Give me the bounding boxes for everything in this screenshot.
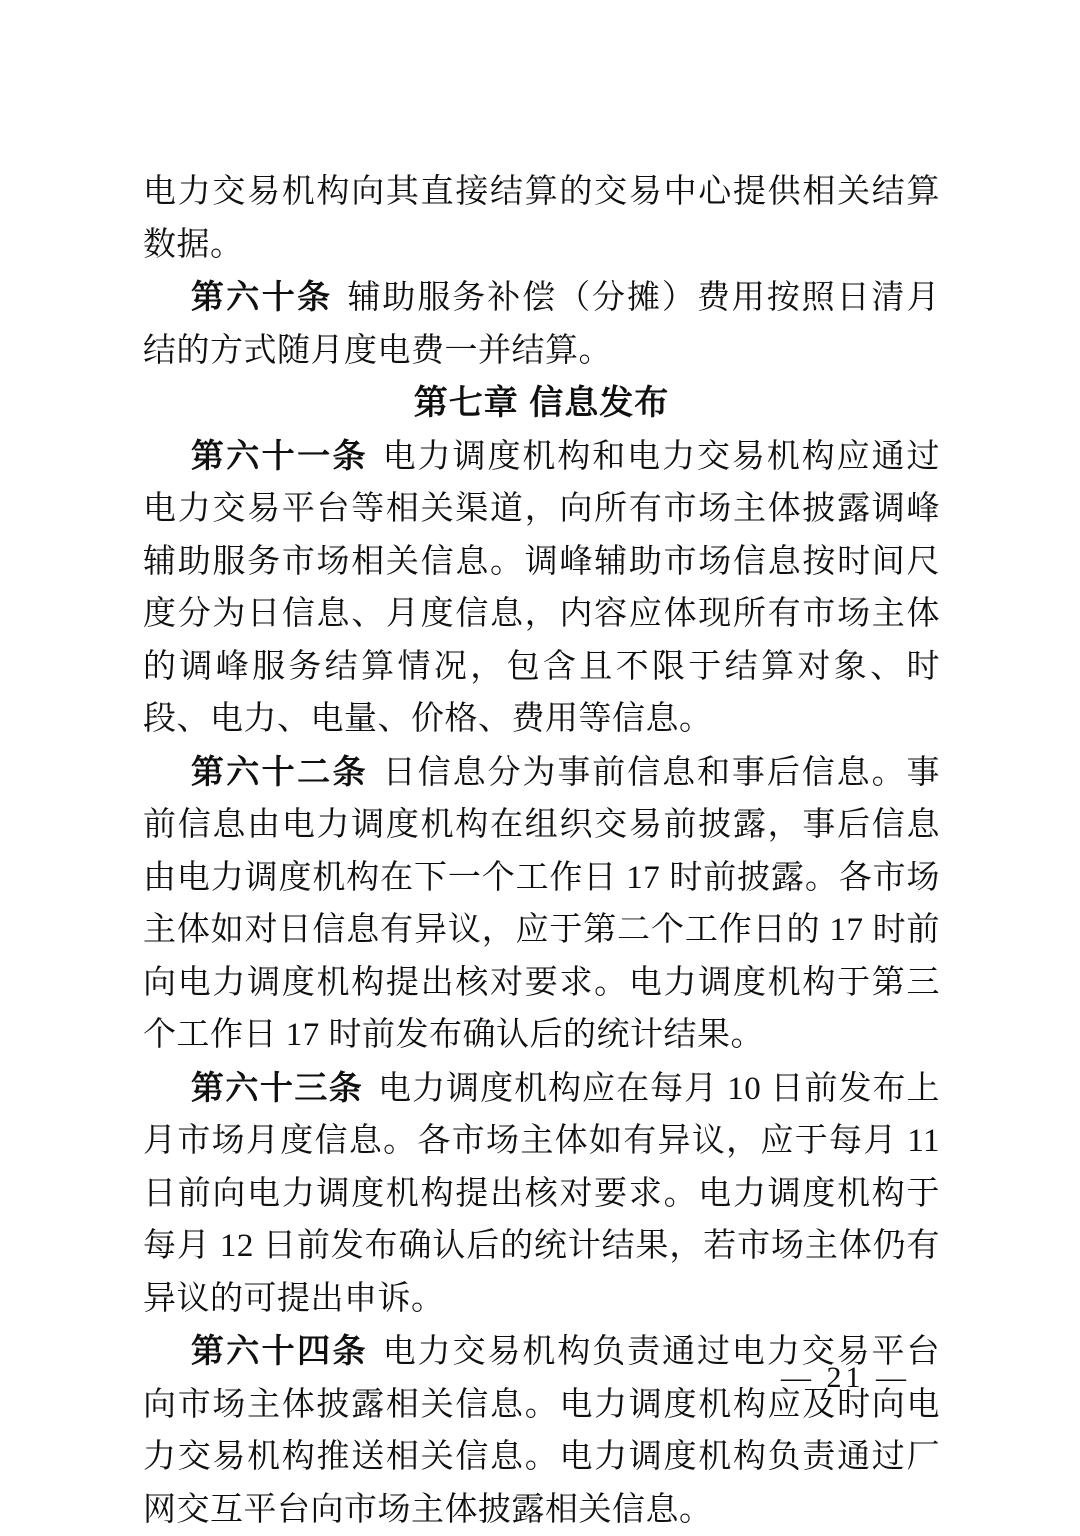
article-text-62: 日信息分为事前信息和事后信息。事前信息由电力调度机构在组织交易前披露，事后信息由电力调度机构在下一个工作日 17 时前披露。各市场主体如对日信息有异议，应于第二个工作日的 17 时前向电力调度机构提出核对要求。电力调度机构于第三个工作日 17 时前发布确认后的统计结果。 <box>143 754 940 1053</box>
article-number-60: 第六十条 <box>190 278 333 315</box>
article-text-60: 辅助服务补偿（分摊）费用按照日清月结的方式随月度电费一并结算。 <box>143 280 941 369</box>
article-number-63: 第六十三条 <box>190 1068 364 1106</box>
paragraph-continuation: 电力交易机构向其直接结算的交易中心提供相关结算数据。 <box>143 174 940 263</box>
article-number-62: 第六十二条 <box>190 752 368 790</box>
article-text-61: 电力调度机构和电力交易机构应通过电力交易平台等相关渠道，向所有市场主体披露调峰辅助服务市场相关信息。调峰辅助市场信息按时间尺度分为日信息、月度信息，内容应体现所有市场主体的调峰服务结算情况，包含且不限于结算对象、时段、电力、电量、价格、费用等信息。 <box>143 438 940 737</box>
article-text-63: 电力调度机构应在每月 10 日前发布上月市场月度信息。各市场主体如有异议，应于每月 11 日前向电力调度机构提出核对要求。电力调度机构于每月 12 日前发布确认后的统计结果，若市场主体仍有异议的可提出申诉。 <box>143 1070 941 1317</box>
paragraph-article-62 <box>143 746 940 1062</box>
paragraph-article-64 <box>143 1325 940 1536</box>
article-text-64: 电力交易机构负责通过电力交易平台向市场主体披露相关信息。电力调度机构应及时向电力交易机构推送相关信息。电力调度机构负责通过厂网交互平台向市场主体披露相关信息。 <box>143 1334 940 1528</box>
paragraph-article-61 <box>143 430 940 746</box>
paragraph-article-63 <box>143 1062 940 1326</box>
article-number-61: 第六十一条 <box>190 436 368 474</box>
chapter-heading: 第七章 信息发布 <box>413 384 670 422</box>
article-number-64: 第六十四条 <box>190 1332 368 1369</box>
paragraph-article-60 <box>143 271 940 377</box>
page-number: — 21 — <box>781 1361 910 1394</box>
